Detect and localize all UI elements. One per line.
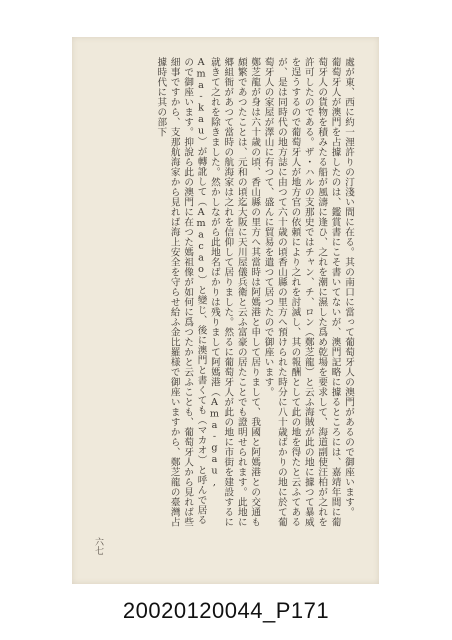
paragraph: 處が東、西に約一浬許りの汀淺い間に在る。其の南口に當って葡萄牙人の澳門があるので御座います。 xyxy=(343,57,354,517)
image-caption: 20020120044_P171 xyxy=(122,598,330,623)
paragraph: 鄭芝龍が身は六十歳の頃、香山縣の里方へ其當時は阿媽港と申して居りまして、我國と阿媽港との交通も頗繁であつたことは、元和の頃迄大阪に天川屋儀兵衛と云ふ富豪の居たことでも證明せられます。此地に郷組衙があつて當時の航海家は之れを信仰して居りました。然るに葡萄牙人が此の地に市街を建設するに就きて之れを除きました。然かしながら此地名ばかりは残りまして阿媽港（Ama-gau, Ama-kau）が轉訛して（Amacao）と變じ、後に澳門と書くても（マカオ）と呼んで居るので御座います。抑說ら此の澳門に在つた媽祖像が如何に爲つたかと云ふことも、葡萄牙人から見れば些細事ですから、支那航海家から見れば海上安全を守らせ給ふ金比羅様で御座いますから、鄭芝龍の臺灣占據時代に其の部下 xyxy=(155,57,261,527)
paragraph: 葡萄牙人が澳門を占據したのは、鑑賞書にこそ書いてないが、澳門記略に據るところには、嘉靖年間に葡萄牙人の貨物を積みたる船が風濤に逢ひ、之れを潮に濕した爲め乾場を要求して、海道副使汪柏が之れを許可したのである。ザ・ハルの支那史ではチャン、チ、ロン（鄭芝龍）と云ふ海賊が此の地に據つて暴威を逞うするので葡萄牙人が地方官の依頼により之れを討滅し、其の報酬として此の地を得たと云ふてあるが、是は同時代の地方誌に由つて六十歳の頃香山縣の里方へ預けられた時分に八十歳ばかりの地に於て葡萄牙人の家屋が澤山に有つて、盛んに貿易を遣つて居つたので御座います。 xyxy=(262,57,341,527)
vertical-text-body xyxy=(105,57,355,527)
book-page xyxy=(72,37,379,584)
page-number: 六七 xyxy=(93,537,103,555)
